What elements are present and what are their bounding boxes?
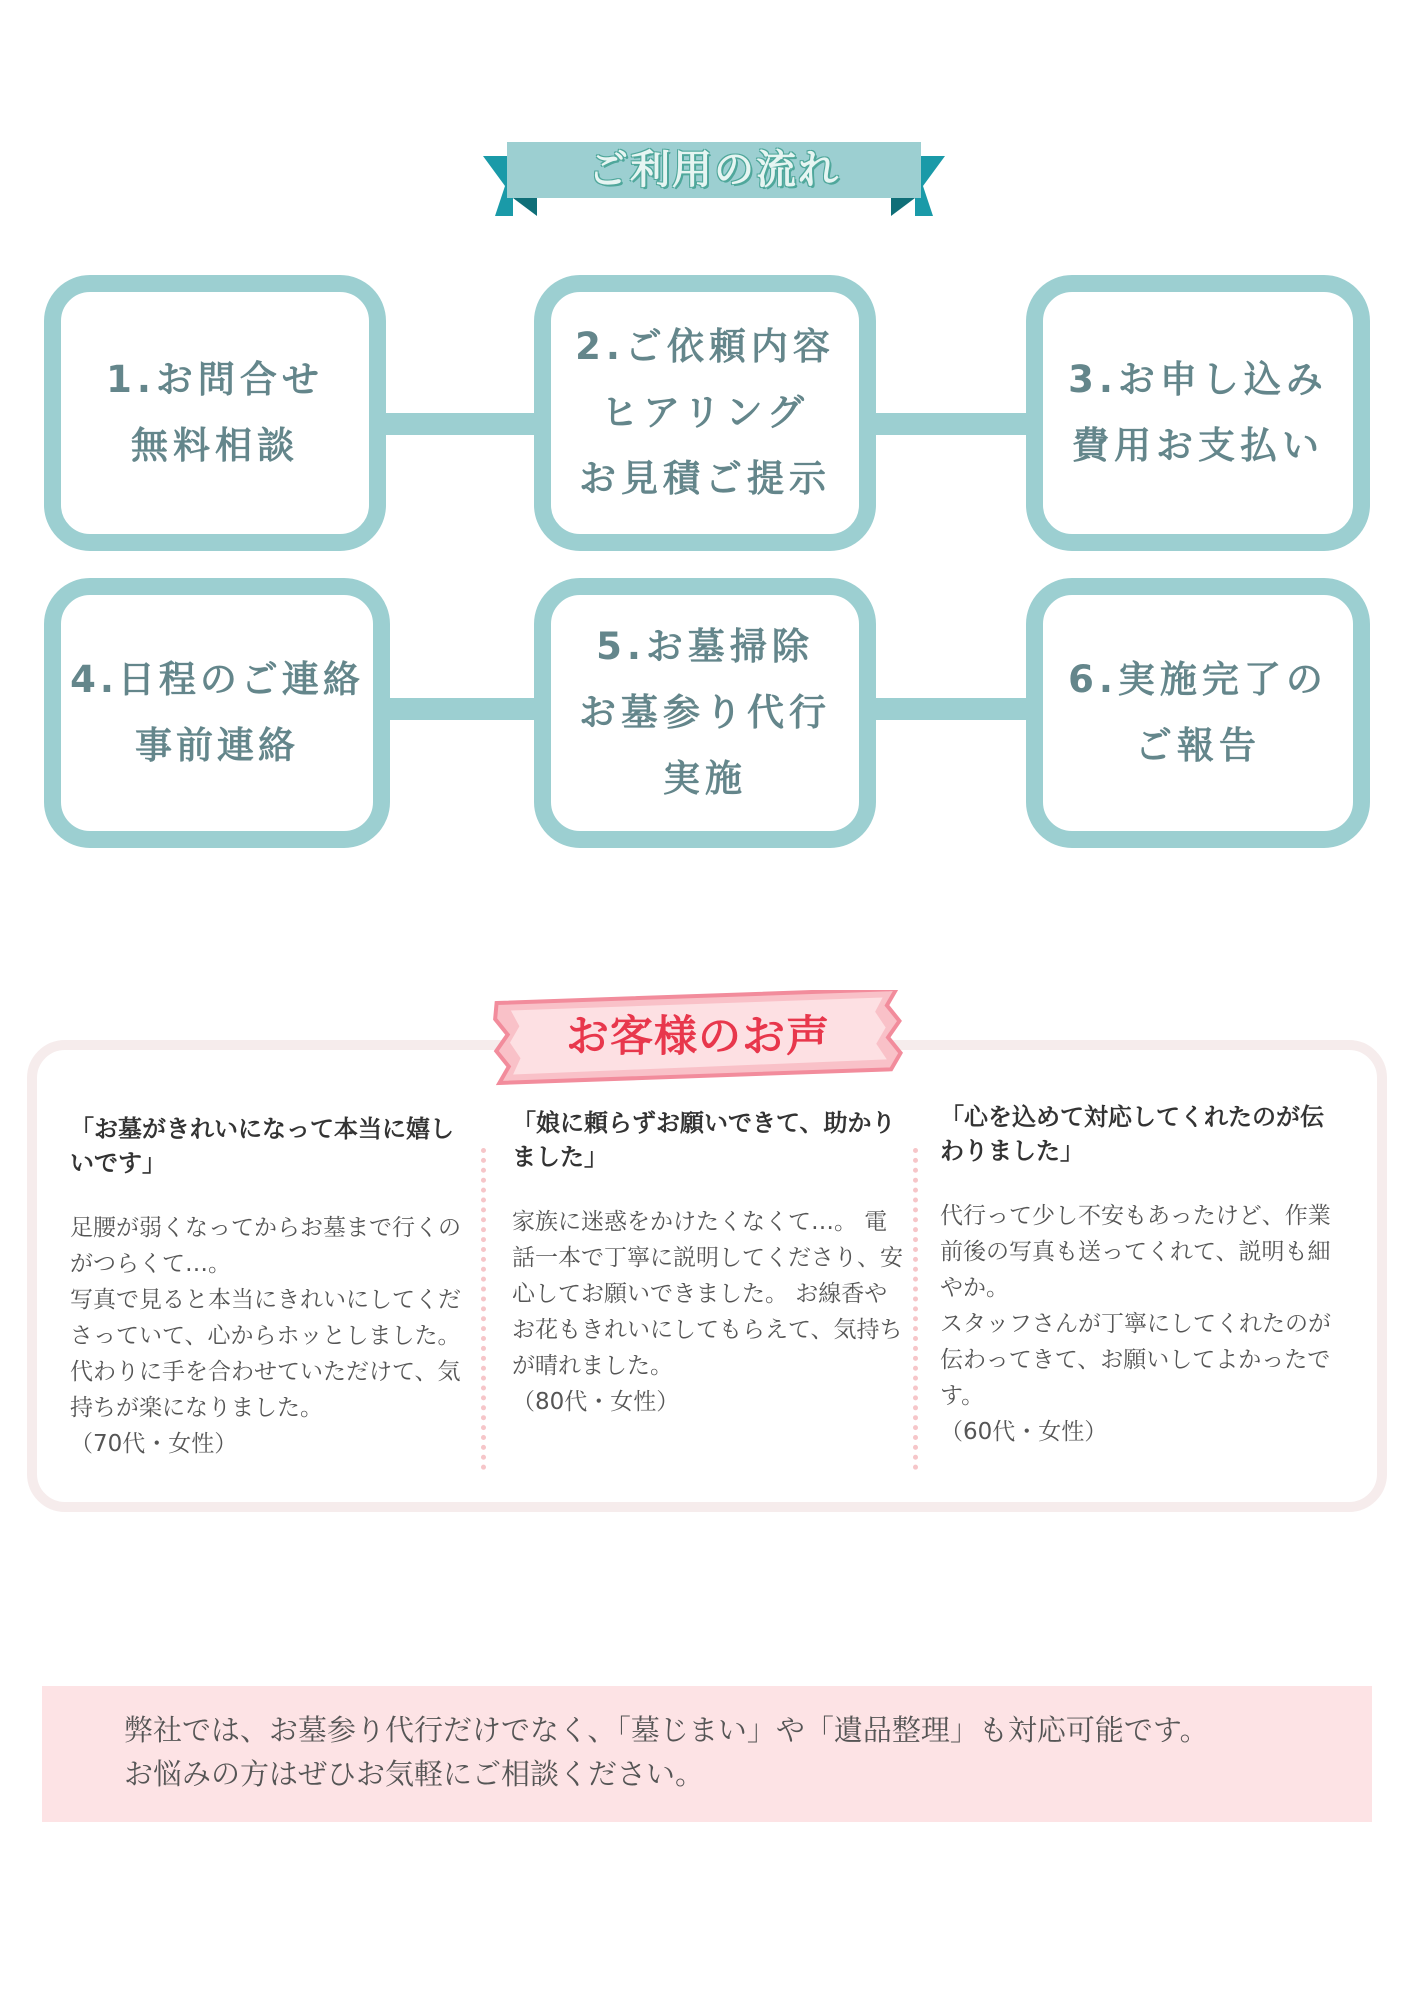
flow-step-4-text: 4.日程のご連絡 事前連絡 (70, 658, 364, 767)
voices-title-ribbon (488, 990, 908, 1090)
connector-1-2 (380, 413, 540, 435)
flow-step-5 (534, 578, 876, 848)
flow-title-ribbon (483, 142, 945, 220)
note-line-1: 弊社では、お墓参り代行だけでなく、「墓じまい」や「遺品整理」も対応可能です。 (124, 1713, 1209, 1747)
service-note (42, 1686, 1372, 1822)
flow-title: ご利用の流れ (588, 147, 840, 193)
voice-body: 家族に迷惑をかけたくなくて…。 電話一本で丁寧に説明してくださり、安心してお願いできました。 お線香やお花もきれいにしてもらえて、気持ちが晴れました。 （80代・女性） (512, 1209, 903, 1415)
voice-card-1 (70, 1112, 465, 1462)
note-line-2: お悩みの方はぜひお気軽にご相談ください。 (124, 1757, 705, 1791)
flow-step-1 (44, 275, 386, 551)
connector-2-3 (870, 413, 1030, 435)
voice-card-2 (512, 1106, 904, 1420)
voice-heading: 「心を込めて対応してくれたのが伝わりました」 (940, 1103, 1324, 1165)
connector-5-6 (870, 698, 1030, 720)
flow-step-2-text: 2.ご依頼内容 ヒアリング お見積ご提示 (575, 325, 835, 500)
voice-heading: 「娘に頼らずお願いできて、助かりました」 (512, 1109, 896, 1171)
voice-divider-1 (481, 1148, 486, 1470)
connector-4-5 (380, 698, 540, 720)
voice-divider-2 (913, 1148, 918, 1470)
flow-step-4 (44, 578, 390, 848)
flow-step-5-text: 5.お墓掃除 お墓参り代行 実施 (579, 625, 831, 800)
voice-body: 代行って少し不安もあったけど、作業前後の写真も送ってくれて、説明も細やか。 スタッフさんが丁寧にしてくれたのが伝わってきて、お願いしてよかったです。 （60代・女性） (940, 1203, 1331, 1445)
flow-step-6 (1026, 578, 1370, 848)
flow-step-6-text: 6.実施完了の ご報告 (1068, 658, 1328, 767)
voice-heading: 「お墓がきれいになって本当に嬉しいです」 (70, 1115, 454, 1177)
flow-step-1-text: 1.お問合せ 無料相談 (106, 358, 324, 467)
flow-step-3-text: 3.お申し込み 費用お支払い (1068, 358, 1328, 467)
voices-title: お客様のお声 (566, 1012, 830, 1062)
voice-body: 足腰が弱くなってからお墓まで行くのがつらくて…。 写真で見ると本当にきれいにしてくださっていて、心からホッとしました。 代わりに手を合わせていただけて、気持ちが楽になりました。 （70代・女性） (70, 1215, 461, 1457)
flow-step-3 (1026, 275, 1370, 551)
flow-step-2 (534, 275, 876, 551)
voice-card-3 (940, 1100, 1335, 1450)
